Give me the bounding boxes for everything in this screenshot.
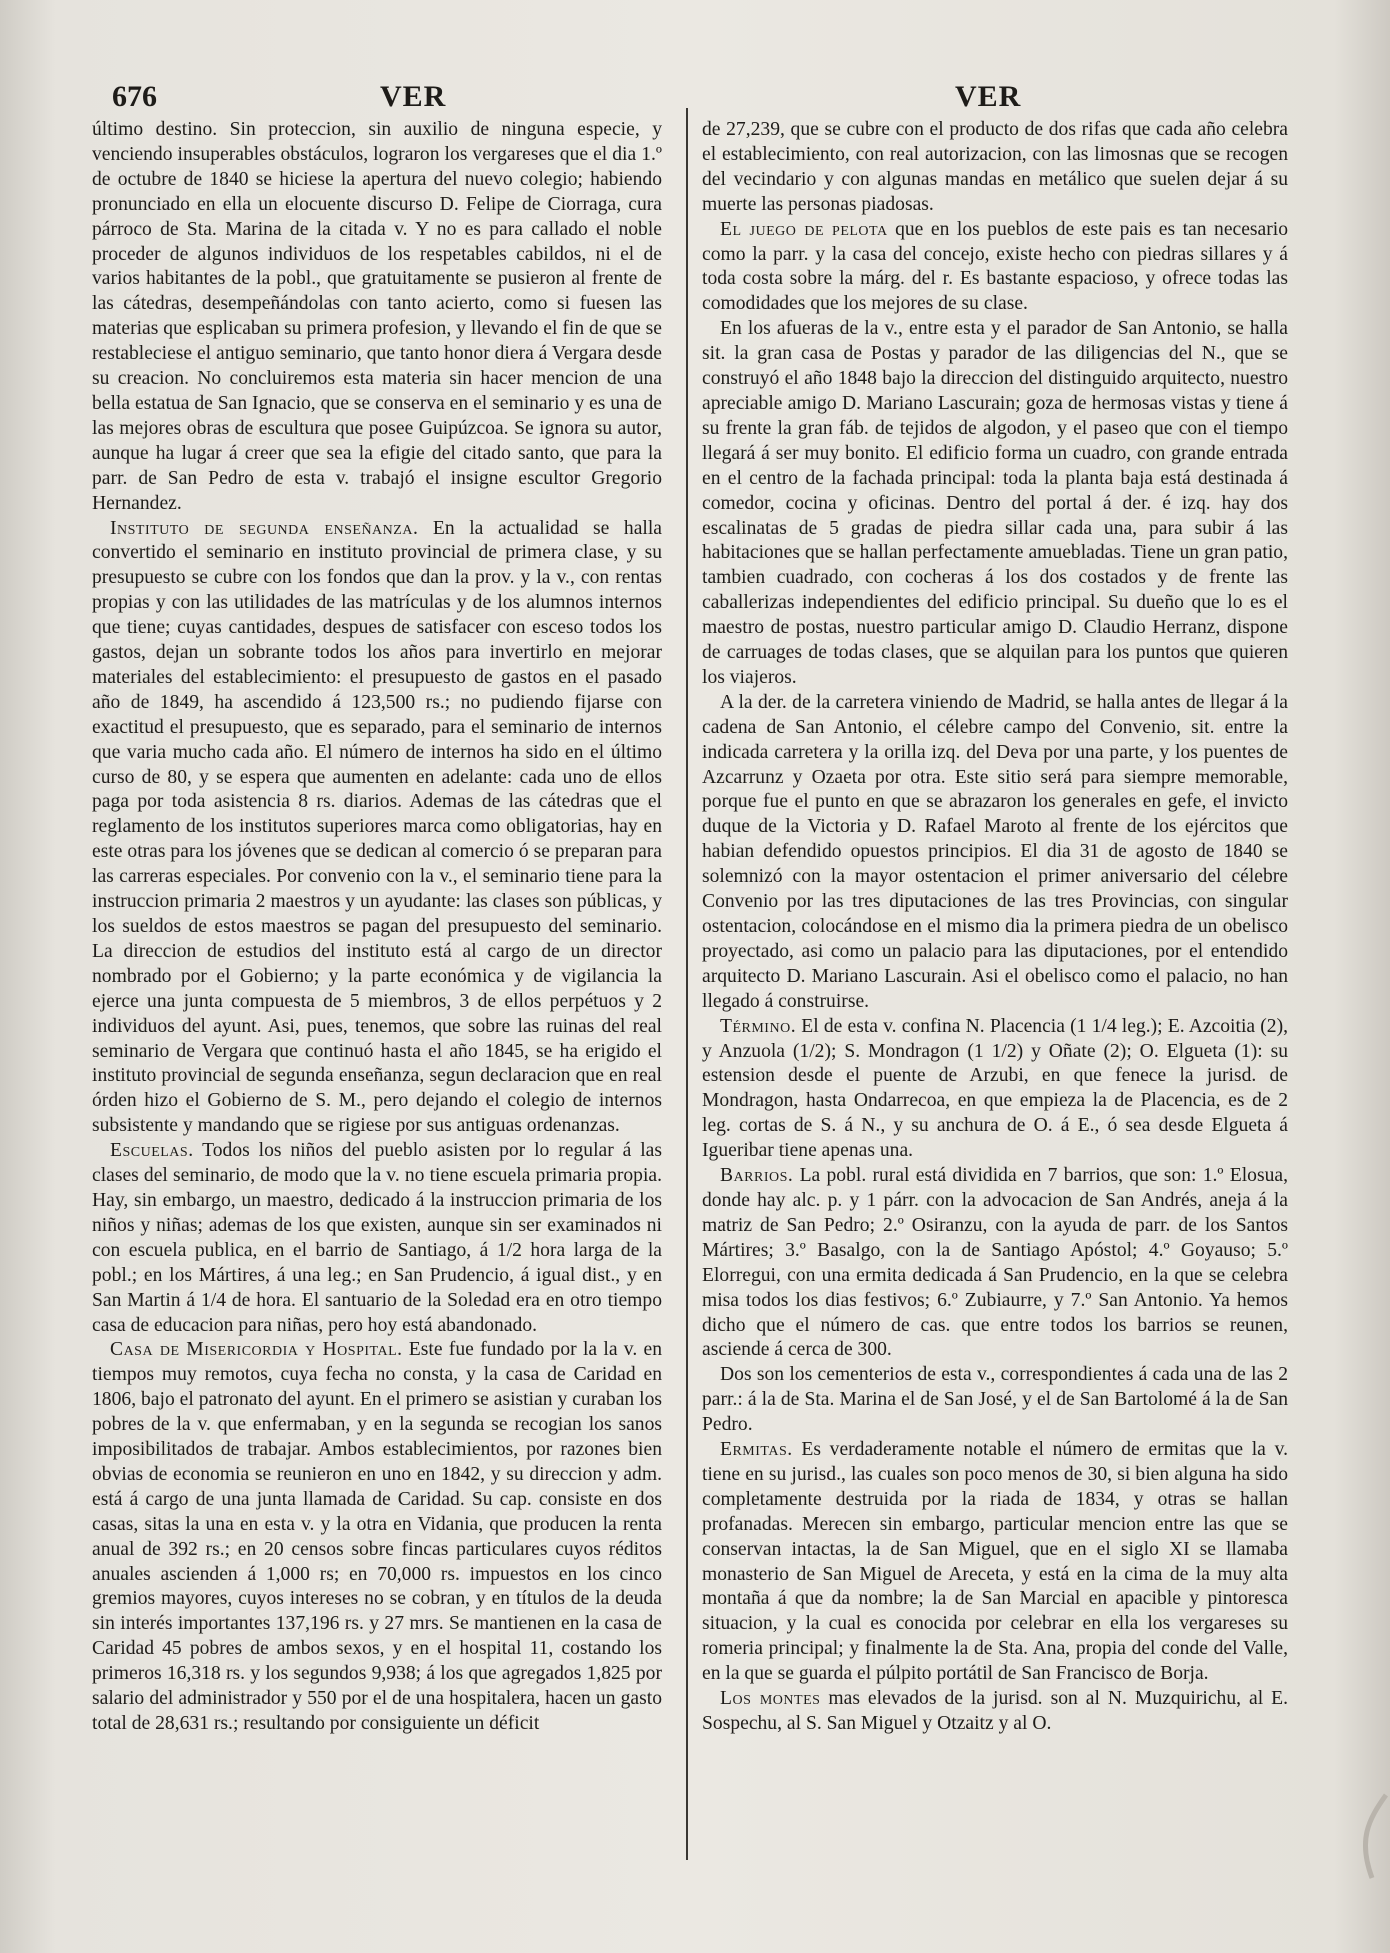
paragraph-termino	[702, 1015, 1288, 1164]
paragraph-instituto	[92, 517, 662, 1140]
section-heading-instituto: Instituto de segunda enseñanza.	[110, 517, 419, 539]
section-heading-escuelas: Escuelas.	[110, 1140, 194, 1162]
paper-tear-mark	[1348, 1790, 1388, 1880]
paragraph-instituto-body: En la actualidad se halla convertido el seminario en instituto provincial de primera clase, y su presupuesto se cubre con los fondos que dan la prov. y la v., con rentas propias y con las utilidades de las matrículas y de los alumnos internos que tiene; cuyas cantidades, despues de satisfacer con esceso todos los gastos, dejan un sobrante todos los años para invertirlo en mejorar materiales del establecimiento: el presupuesto de gastos en el pasado año de 1849, ha ascendido á 123,500 rs.; no pudiendo fijarse con exactitud el presupuesto, que es separado, para el seminario de internos que varia mucho cada año. El número de internos ha sido en el último curso de 80, y se espera que aumenten en adelante: cada uno de ellos paga por toda asistencia 8 rs. diarios. Ademas de las cátedras que el reglamento de los institutos superiores marca como obligatorias, hay en este otras para los jóvenes que se dedican al comercio ó se preparan para las carreras especiales. Por convenio con la v., el seminario tiene para la instruccion primaria 2 maestros y un ayudante: las clases son públicas, y los sueldos de estos maestros se pagan del presupuesto del seminario. La direccion de estudios del instituto está al cargo de un director nombrado por el Gobierno; y la parte económica y de vigilancia la ejerce una junta compuesta de 5 miembros, 3 de ellos perpétuos y 2 individuos del ayunt. Asi, pues, tenemos, que sobre las ruinas del real seminario de Vergara que continuó hasta el año 1845, se ha erigido el instituto provincial de segunda enseñanza, segun declaracion que en real órden hizo el Gobierno de S. M., pero dejando el colegio de internos subsistente y mandando que se rigiese por sus antiguas ordenanzas.	[92, 517, 662, 1137]
section-heading-ermitas: Ermitas.	[720, 1439, 793, 1461]
column-divider-rule	[686, 108, 688, 1860]
paragraph-montes-body: mas elevados de la jurisd. son al N. Muzquirichu, al E. Sospechu, al S. San Miguel y Otzaitz y al O.	[702, 1688, 1288, 1734]
paragraph-seminario-history: último destino. Sin proteccion, sin auxilio de ninguna especie, y venciendo insuperables obstáculos, lograron los vergareses que el dia 1.º de octubre de 1840 se hiciese la apertura del nuevo colegio; habiendo pronunciado en ella un elocuente discurso D. Felipe de Ciorraga, cura párroco de Sta. Marina de la citada v. Y no es para callado el noble proceder de algunos individuos de los respetables cabildos, ni el de varios habitantes de la pobl., que gratuitamente se pusieron al frente de las cátedras, desempeñándolas con tanto acierto, como si fuesen las materias que esplicaban su primera profesion, y llevando el fin de que se restableciese el antiguo seminario, que tanto honor diera á Vergara desde su creacion. No concluiremos esta materia sin hacer mencion de una bella estatua de San Ignacio, que se conserva en el seminario y es una de las mejores obras de escultura que posee Guipúzcoa. Se ignora su autor, aunque ha lugar á creer que sea la efigie del citado santo, que para la parr. de San Pedro de esta v. trabajó el insigne escultor Gregorio Hernandez.	[92, 119, 662, 514]
right-column	[702, 118, 1288, 1863]
section-heading-juego-pelota: El juego de pelota	[720, 218, 888, 240]
section-heading-barrios: Barrios.	[720, 1165, 794, 1187]
paragraph-termino-body: El de esta v. confina N. Placencia (1 1/4 leg.); E. Azcoitia (2), y Anzuola (1/2); S. Mondragon (1 1/2) y Oñate (2); O. Elgueta (1): su estension desde el puente de Arzubi, en que fenece la jurisd. de Mondragon, hasta Ondarrecoa, en que empieza la de Placencia, es de 2 leg. cortas de S. á N., y su anchura de O. á E., ó sea desde Elgueta á Igueribar tiene apenas una.	[702, 1015, 1288, 1162]
paragraph-ermitas-body: Es verdaderamente notable el número de ermitas que la v. tiene en su jurisd., las cuales son poco menos de 30, si bien alguna ha sido completamente destruida por la riada de 1834, y otras se hallan profanadas. Merecen sin embargo, particular mencion entre las que se conservan intactas, la de San Miguel, que en el siglo XI se llamaba monasterio de San Miguel de Areceta, y está en la cima de la muy alta montaña á que da nombre; la de San Marcial en apacible y pintoresca situacion, y la cual es conocida por celebrar en ella los vergareses su romeria principal; y finalmente la de Sta. Ana, propia del conde del Valle, en la que se guarda el púlpito portátil de San Francisco de Borja.	[702, 1439, 1288, 1685]
left-column	[92, 118, 662, 1863]
running-head-left: VER	[380, 80, 447, 113]
paragraph-escuelas	[92, 1139, 662, 1338]
page-number: 676	[112, 80, 157, 113]
page-header	[0, 80, 1390, 120]
paragraph-deficit-continuation: de 27,239, que se cubre con el producto de dos rifas que cada año celebra el establecimiento, con real autorizacion, con las limosnas que se recogen del vecindario y con algunas mandas en metálico que suelen dejar á su muerte las personas piadosas.	[702, 119, 1288, 215]
running-head-right: VER	[955, 80, 1022, 113]
paragraph-ermitas	[702, 1438, 1288, 1687]
section-heading-termino: Término.	[720, 1015, 797, 1037]
paragraph-cementerios: Dos son los cementerios de esta v., correspondientes á cada una de las 2 parr.: á la de Sta. Marina el de San José, y el de San Bartolomé á la de San Pedro.	[702, 1364, 1288, 1436]
paragraph-campo-convenio: A la der. de la carretera viniendo de Madrid, se halla antes de llegar á la cadena de San Antonio, el célebre campo del Convenio, sit. entre la indicada carretera y la orilla izq. del Deva por una parte, y los puentes de Azcarrunz y Ozaeta por otra. Este sitio será para siempre memorable, porque fue el punto en que se abrazaron los generales en gefe, el invicto duque de la Victoria y D. Rafael Maroto al frente de los ejércitos que habian defendido opuestos principios. El dia 31 de agosto de 1840 se solemnizó con la mayor ostentacion el primer aniversario del célebre Convenio por las tres diputaciones de las tres Provincias, con singular ostentacion, colocándose en el mismo dia la primera piedra de un obelisco proyectado, asi como un palacio para las diputaciones, por el entendido arquitecto D. Mariano Lascurain. Asi el obelisco como el palacio, no han llegado á construirse.	[702, 691, 1288, 1012]
paragraph-juego-pelota	[702, 218, 1288, 318]
paragraph-barrios-body: La pobl. rural está dividida en 7 barrios, que son: 1.º Elosua, donde hay alc. p. y 1 párr. con la advocacion de San Andrés, aneja á la matriz de San Pedro; 2.º Osiranzu, con la ayuda de parr. de los Santos Mártires; 3.º Basalgo, con la de Santiago Apóstol; 4.º Goyauso; 5.º Elorregui, con una ermita dedicada á San Prudencio, en la que se celebra misa todos los dias festivos; 6.º Zubiaurre, y 7.º San Antonio. Ya hemos dicho que el número de cas. que entre todos los barrios se reunen, asciende á cerca de 300.	[702, 1165, 1288, 1361]
section-heading-montes: Los montes	[720, 1688, 821, 1710]
paragraph-casa-postas: En los afueras de la v., entre esta y el parador de San Antonio, se halla sit. la gran casa de Postas y parador de las diligencias del N., que se construyó el año 1848 bajo la direccion del distinguido arquitecto, nuestro apreciable amigo D. Mariano Lascurain; goza de hermosas vistas y tiene á su frente la gran fáb. de tejidos de algodon, y el paseo que con el tiempo llegará á ser muy bonito. El edificio forma un cuadro, con grande entrada en el centro de la fachada principal: toda la planta baja está destinada á comedor, cocina y oficinas. Dentro del portal á der. é izq. hay dos escalinatas de 5 gradas de piedra sillar cada una, para subir á las habitaciones que se hallan perfectamente amuebladas. Tiene un gran patio, tambien cuadrado, con cocheras á los dos costados y de frente las caballerizas independientes del edificio principal. Su dueño que lo es el maestro de postas, nuestro particular amigo D. Claudio Herranz, dispone de carruages de todas clases, que se alquilan para los puntos que quieren los viajeros.	[702, 318, 1288, 688]
paragraph-casa-misericordia-body: Este fue fundado por la la v. en tiempos muy remotos, cuya fecha no consta, y la casa de Caridad en 1806, bajo el patronato del ayunt. En el primero se asistian y curaban los pobres de la v. que enfermaban, y en la segunda se recogian los sanos imposibilitados de trabajar. Ambos establecimientos, por razones bien obvias de economia se reunieron en uno en 1842, y su direccion y adm. está á cargo de una junta llamada de Caridad. Su cap. consiste en dos casas, sitas la una en esta v. y la otra en Vidania, que producen la renta anual de 392 rs.; en 20 censos sobre fincas particulares cuyos réditos anuales ascienden á 1,000 rs; en 70,000 rs. impuestos en los cinco gremios mayores, cuyos intereses no se cobran, y en títulos de la deuda sin interés importantes 137,196 rs. y 27 mrs. Se mantienen en la casa de Caridad 45 pobres de ambos sexos, y en el hospital 11, costando los primeros 16,318 rs. y los segundos 9,938; á los que agregados 1,825 por salario del administrador y 550 por el de una hospitalera, hacen un gasto total de 28,631 rs.; resultando por consiguiente un déficit	[92, 1339, 662, 1734]
paragraph-juego-pelota-body: que en los pueblos de este pais es tan necesario como la parr. y la casa del concejo, existe hecho con piedras sillares y á toda costa sobre la márg. del r. Es bastante espacioso, y ofrece todas las comodidades que los mejores de su clase.	[702, 218, 1288, 315]
paragraph-montes	[702, 1687, 1288, 1737]
paragraph-casa-misericordia	[92, 1338, 662, 1737]
section-heading-casa-misericordia: Casa de Misericordia y Hospital.	[110, 1339, 403, 1361]
paragraph-escuelas-body: Todos los niños del pueblo asisten por lo regular á las clases del seminario, de modo que la v. no tiene escuela primaria propia. Hay, sin embargo, un maestro, dedicado á la instruccion primaria de los niños y niñas; ademas de los que existen, aunque sin ser examinados ni con escuela publica, en el barrio de Santiago, á 1/2 hora larga de la pobl.; en los Mártires, á una leg.; en San Prudencio, á igual dist., y en San Martin á 1/4 de hora. El santuario de la Soledad era en otro tiempo casa de educacion para niñas, pero hoy está abandonado.	[92, 1140, 662, 1336]
paragraph-barrios	[702, 1164, 1288, 1363]
